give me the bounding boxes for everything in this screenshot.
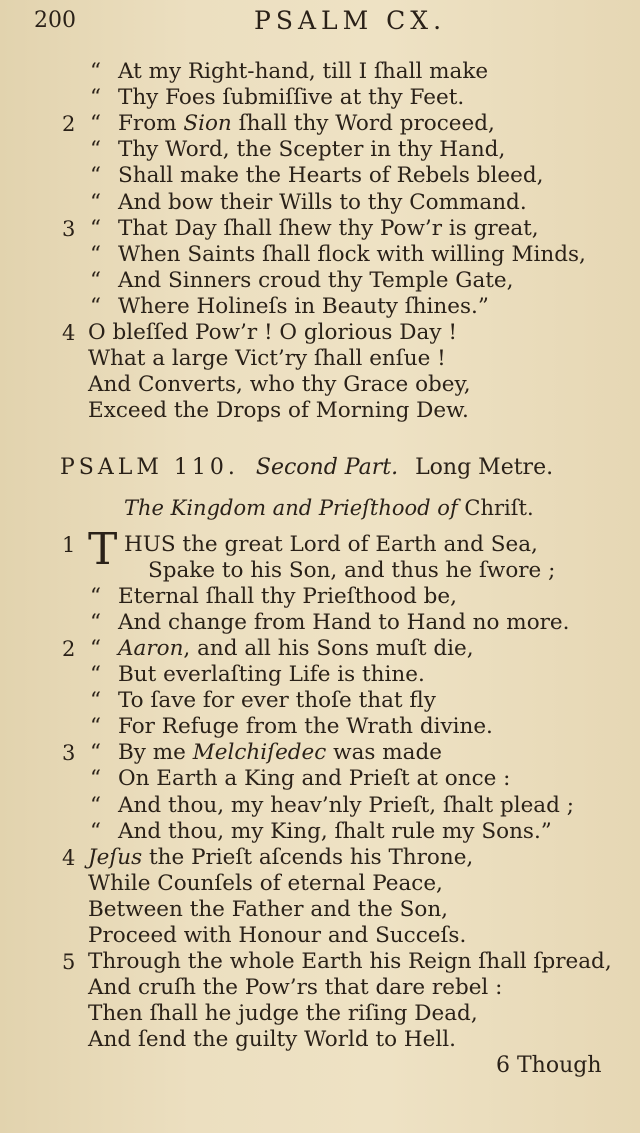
second-part-heading xyxy=(60,455,553,480)
text-segment: By me xyxy=(118,740,193,766)
verse-text: O bleſſed Pow’r ! O glorious Day ! xyxy=(88,320,457,345)
quote-mark: “ xyxy=(90,111,101,137)
verse-text: And thou, my heav’nly Prieſt, ſhalt plead ; xyxy=(118,792,574,818)
verse-text: Thy Word, the Scepter in thy Hand, xyxy=(118,137,506,163)
verse-text xyxy=(118,636,474,662)
verse-number: 2 xyxy=(62,112,76,137)
quote-mark: “ xyxy=(90,636,101,662)
quote-mark: “ xyxy=(90,584,101,610)
quote-mark: “ xyxy=(90,189,101,215)
verse-text: Eternal ſhall thy Prieſthood be, xyxy=(118,584,457,610)
verse-number: 3 xyxy=(62,741,76,766)
verse-text: And Sinners croud thy Temple Gate, xyxy=(118,267,514,293)
verse-number: 2 xyxy=(62,637,76,662)
verse-text: Proceed with Honour and Succeſs. xyxy=(88,922,467,948)
quote-mark: “ xyxy=(90,714,101,740)
running-title: PSALM CX. xyxy=(254,6,447,35)
italic-name: Jeſus xyxy=(88,844,143,870)
verse-text: Then ſhall he judge the riſing Dead, xyxy=(88,1000,478,1026)
quote-mark: “ xyxy=(90,293,101,319)
page-header xyxy=(0,6,640,36)
verse-text: Through the whole Earth his Reign ſhall ſpread, xyxy=(88,948,612,974)
quote-mark: “ xyxy=(90,740,101,766)
verse-text: On Earth a King and Prieſt at once : xyxy=(118,766,511,792)
verse-text: Spake to his Son, and thus he ſwore ; xyxy=(148,558,556,584)
verse-text: Where Holineſs in Beauty ſhines.” xyxy=(118,293,489,319)
italic-name: Sion xyxy=(183,111,232,137)
subtitle-plain: Chriſt. xyxy=(464,496,534,520)
text-segment: ſhall thy Word proceed, xyxy=(231,111,495,137)
verse-text: And thou, my King, ſhalt rule my Sons.” xyxy=(118,818,552,844)
verse-text: And bow their Wills to thy Command. xyxy=(118,189,527,215)
italic-name: Aaron xyxy=(118,636,184,662)
verse-text xyxy=(118,111,495,137)
quote-mark: “ xyxy=(90,85,101,111)
verse-text: For Refuge from the Wrath divine. xyxy=(118,714,493,740)
verse-text: Between the Father and the Son, xyxy=(88,896,448,922)
quote-mark: “ xyxy=(90,163,101,189)
quote-mark: “ xyxy=(90,662,101,688)
verse-text: To ſave for ever thoſe that fly xyxy=(118,688,436,714)
verse-text: And cruſh the Pow’rs that dare rebel : xyxy=(88,974,503,1000)
verse-number: 4 xyxy=(62,845,76,870)
verse-text: At my Right-hand, till I ſhall make xyxy=(118,59,489,84)
verse-text: When Saints ſhall flock with willing Minds, xyxy=(118,241,586,267)
verse-text: But everlaſting Life is thine. xyxy=(118,662,425,688)
verse-text xyxy=(118,740,442,766)
verse-text: That Day ſhall ſhew thy Pow’r is great, xyxy=(118,215,539,241)
text-segment: , and all his Sons muſt die, xyxy=(183,636,474,662)
quote-mark: “ xyxy=(90,818,101,844)
verse-text: What a large Vict’ry ſhall enſue ! xyxy=(88,346,446,372)
part-label: Second Part. xyxy=(255,455,399,480)
quote-mark: “ xyxy=(90,766,101,792)
drop-cap: T xyxy=(88,524,118,575)
quote-mark: “ xyxy=(90,241,101,267)
text-segment: was made xyxy=(326,740,442,766)
verse-number: 4 xyxy=(62,321,76,345)
quote-mark: “ xyxy=(90,688,101,714)
text-segment: the Prieſt aſcends his Throne, xyxy=(142,844,474,870)
quote-mark: “ xyxy=(90,792,101,818)
quote-mark: “ xyxy=(90,215,101,241)
verse-text: And change from Hand to Hand no more. xyxy=(118,610,570,636)
quote-mark: “ xyxy=(90,137,101,163)
italic-name: Melchiſedec xyxy=(192,740,327,766)
quote-mark: “ xyxy=(90,610,101,636)
catchword: 6 Though xyxy=(496,1053,602,1078)
verse-number: 5 xyxy=(62,949,76,974)
subtitle-italic: The Kingdom and Prieſthood of xyxy=(124,496,458,520)
psalm-heading: PSALM 110. xyxy=(60,455,239,480)
verse-text: And ſend the guilty World to Hell. xyxy=(88,1026,456,1052)
quote-mark: “ xyxy=(90,267,101,293)
text-segment: From xyxy=(118,111,184,137)
verse-text: And Converts, who thy Grace obey, xyxy=(88,372,471,398)
verse-text: HUS the great Lord of Earth and Sea, xyxy=(124,532,538,557)
verse-text xyxy=(88,845,473,871)
verse-text: While Counſels of eternal Peace, xyxy=(88,870,443,896)
verse-number: 1 xyxy=(62,533,76,557)
verse-text: Exceed the Drops of Morning Dew. xyxy=(88,398,469,424)
page-number: 200 xyxy=(34,8,76,33)
verse-text: Thy Foes ſubmiſſive at thy Feet. xyxy=(118,85,465,111)
second-part-subtitle xyxy=(124,496,534,520)
verse-text: Shall make the Hearts of Rebels bleed, xyxy=(118,163,544,189)
verse-number: 3 xyxy=(62,216,76,241)
metre-label: Long Metre. xyxy=(415,455,554,480)
quote-mark: “ xyxy=(90,59,101,84)
